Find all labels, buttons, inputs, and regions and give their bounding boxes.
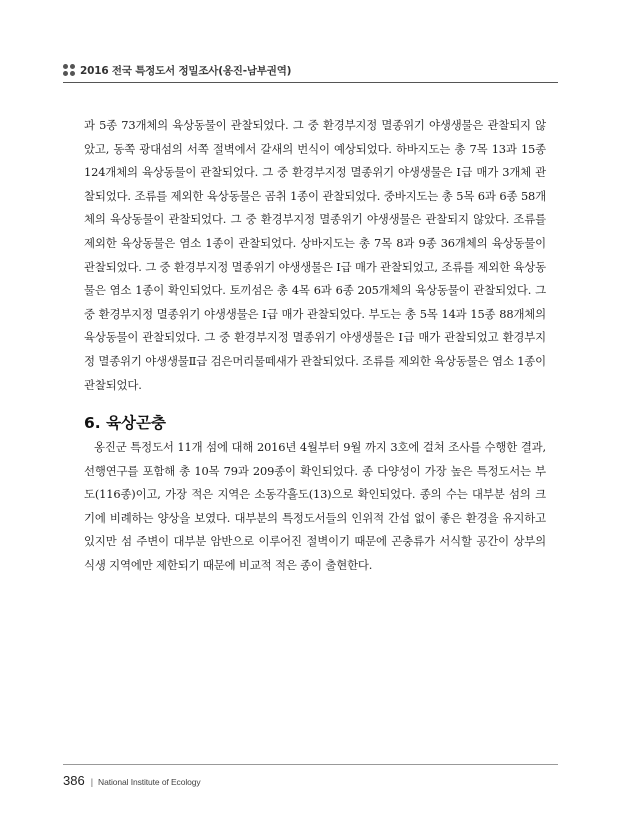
running-header — [63, 62, 558, 78]
dot-icon — [63, 71, 68, 76]
header-title: 2016 전국 특정도서 정밀조사(옹진-남부권역) — [80, 64, 292, 77]
page-number: 386 — [63, 773, 85, 788]
section-heading: 6. 육상곤충 — [84, 414, 166, 432]
footer-separator: | — [90, 777, 94, 787]
footer-organization: National Institute of Ecology — [98, 777, 201, 787]
header-divider — [63, 82, 558, 83]
dot-icon — [63, 64, 68, 69]
dot-icon — [70, 71, 75, 76]
dot-icon — [70, 64, 75, 69]
header-dots-icon — [63, 64, 75, 76]
page-footer — [63, 773, 201, 788]
footer-divider — [63, 764, 558, 765]
body-paragraph: 과 5종 73개체의 육상동물이 관찰되었다. 그 중 환경부지정 멸종위기 야생생물은 관찰되지 않았고, 동쪽 광대섬의 서쪽 절벽에서 갈새의 번식이 예상되었다. 하바지도는 총 7목 13과 15종 124개체의 육상동물이 관찰되었다. 그 중 환경부지정 멸종위기 야생생물은 Ⅰ급 매가 3개체 관찰되었다. 조류를 제외한 육상동물은 곰취 1종이 관찰되었다. 중바지도는 총 5목 6과 6종 58개체의 육상동물이 관찰되었다. 그 중 환경부지정 멸종위기 야생생물은 관찰되지 않았다. 조류를 제외한 육상동물은 염소 1종이 관찰되었다. 상바지도는 총 7목 8과 9종 36개체의 육상동물이 관찰되었다. 그 중 환경부지정 멸종위기 야생생물은 Ⅰ급 매가 관찰되었고, 조류를 제외한 육상동물은 염소 1종이 확인되었다. 토끼섬은 총 4목 6과 6종 205개체의 육상동물이 관찰되었다. 그 중 환경부지정 멸종위기 야생생물은 Ⅰ급 매가 관찰되었다. 부도는 총 5목 14과 15종 88개체의 육상동물이 관찰되었다. 그 중 환경부지정 멸종위기 야생생물은 Ⅰ급 매가 관찰되었고 환경부지정 멸종위기 야생생물Ⅱ급 검은머리물떼새가 관찰되었다. 조류를 제외한 육상동물은 염소 1종이 관찰되었다. — [84, 118, 546, 392]
body-paragraph: 옹진군 특정도서 11개 섬에 대해 2016년 4월부터 9월 까지 3호에 걸쳐 조사를 수행한 결과, 선행연구를 포함해 총 10목 79과 209종이 확인되었다. 종 다양성이 가장 높은 특정도서는 부도(116종)이고, 가장 적은 지역은 소동각흘도(13)으로 확인되었다. 종의 수는 대부분 섬의 크기에 비례하는 양상을 보였다. 대부분의 특정도서들의 인위적 간섭 없이 좋은 환경을 유지하고 있지만 섬 주변이 대부분 암반으로 이루어진 절벽이기 때문에 곤충류가 서식할 공간이 상부의 식생 지역에만 제한되기 때문에 비교적 적은 종이 출현한다. — [84, 440, 546, 572]
